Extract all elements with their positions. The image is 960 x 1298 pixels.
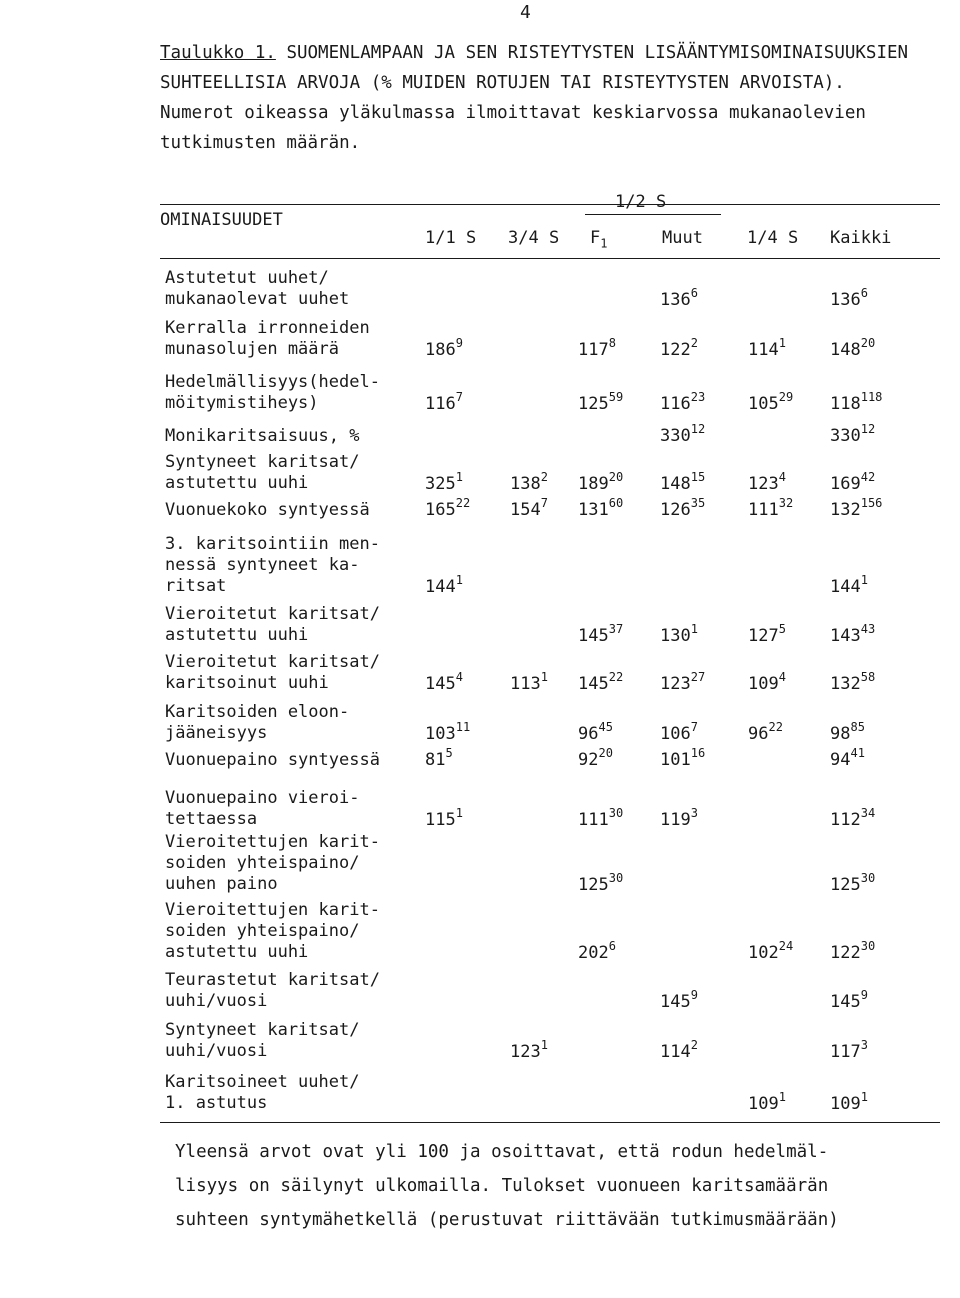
- table-cell: [578, 622, 624, 646]
- cell-value: 119: [660, 810, 691, 830]
- study-count: 37: [608, 622, 624, 636]
- header-col-1: 1/1 S: [425, 228, 477, 248]
- study-count: 9: [860, 988, 868, 1002]
- table-cell: [425, 336, 463, 360]
- table-cell: [748, 470, 786, 494]
- table-cell: [830, 336, 876, 360]
- cell-value: 116: [425, 394, 456, 414]
- study-count: 59: [608, 390, 624, 404]
- study-count: 30: [608, 871, 624, 885]
- study-count: 42: [860, 470, 876, 484]
- study-count: 2: [690, 1038, 698, 1052]
- table-cell: [830, 622, 876, 646]
- cell-value: 136: [830, 290, 861, 310]
- study-count: 6: [860, 286, 868, 300]
- cell-value: 115: [425, 810, 456, 830]
- table-cell: [748, 336, 786, 360]
- study-count: 1: [455, 573, 463, 587]
- cell-value: 98: [830, 724, 851, 744]
- table-cell: [425, 806, 463, 830]
- page-number: 4: [520, 2, 531, 23]
- table-cell: [830, 422, 876, 446]
- table-cell: [660, 806, 698, 830]
- footer-line: suhteen syntymähetkellä (perustuvat riittävään tutkimusmäärään): [175, 1210, 839, 1230]
- table-cell: [830, 871, 876, 895]
- study-count: 5: [778, 622, 786, 636]
- row-label: Vieroitettujen karit- soiden yhteispaino/ astutettu uuhi: [165, 900, 380, 962]
- header-bottom-rule: [160, 258, 940, 259]
- table-cell: [578, 746, 613, 770]
- study-count: 1: [778, 336, 786, 350]
- cell-value: 111: [748, 500, 779, 520]
- study-count: 58: [860, 670, 876, 684]
- cell-value: 138: [510, 474, 541, 494]
- table-cell: [748, 496, 794, 520]
- cell-value: 325: [425, 474, 456, 494]
- row-label: Kerralla irronneiden munasolujen määrä: [165, 318, 370, 359]
- study-count: 45: [598, 720, 613, 734]
- study-count: 24: [778, 939, 794, 953]
- header-group: 1/2 S: [615, 192, 667, 212]
- cell-value: 202: [578, 943, 609, 963]
- cell-value: 144: [425, 577, 456, 597]
- table-cell: [425, 390, 463, 414]
- row-label: Vuonuepaino syntyessä: [165, 750, 380, 770]
- cell-value: 101: [660, 750, 691, 770]
- cell-value: 114: [660, 1042, 691, 1062]
- cell-value: 145: [830, 992, 861, 1012]
- study-count: 2: [540, 470, 548, 484]
- table-cell: [510, 470, 548, 494]
- header-col-3: $F_1$: [590, 228, 608, 251]
- table-cell: [660, 670, 706, 694]
- caption-title: SUOMENLAMPAAN JA SEN RISTEYTYSTEN LISÄÄNTYMISOMINAISUUKSIEN SUHTEELLISIA ARVOJA (% MUIDEN ROTUJEN TAI RISTEYTYSTEN ARVOISTA).: [160, 43, 909, 93]
- cell-value: 123: [748, 474, 779, 494]
- cell-value: 145: [660, 992, 691, 1012]
- footer-text: [175, 1135, 945, 1237]
- table-cell: [510, 1038, 548, 1062]
- study-count: 27: [690, 670, 706, 684]
- header-col-5: 1/4 S: [747, 228, 799, 248]
- study-count: 41: [850, 746, 865, 760]
- cell-value: 130: [660, 626, 691, 646]
- cell-value: 125: [578, 394, 609, 414]
- cell-value: 145: [425, 674, 456, 694]
- table-cell: [748, 939, 794, 963]
- table-cell: [830, 496, 883, 520]
- table-cell: [748, 720, 783, 744]
- cell-value: 148: [830, 340, 861, 360]
- table-cell: [830, 939, 876, 963]
- cell-value: 127: [748, 626, 779, 646]
- cell-value: 106: [660, 724, 691, 744]
- cell-value: 131: [578, 500, 609, 520]
- cell-value: 94: [830, 750, 851, 770]
- cell-value: 114: [748, 340, 779, 360]
- cell-value: 169: [830, 474, 861, 494]
- row-label: Karitsoiden eloon- jääneisyys: [165, 702, 350, 743]
- study-count: 118: [860, 390, 883, 404]
- study-count: 34: [860, 806, 876, 820]
- table-cell: [578, 670, 624, 694]
- study-count: 1: [778, 1090, 786, 1104]
- table-cell: [578, 939, 616, 963]
- table-cell: [660, 422, 706, 446]
- study-count: 1: [455, 470, 463, 484]
- row-label: Syntyneet karitsat/ astutettu uuhi: [165, 452, 360, 493]
- study-count: 15: [690, 470, 706, 484]
- table-cell: [748, 390, 794, 414]
- table-cell: [425, 573, 463, 597]
- table-cell: [578, 470, 624, 494]
- study-count: 5: [445, 746, 453, 760]
- study-count: 8: [608, 336, 616, 350]
- table-bottom-rule: [160, 1122, 940, 1123]
- table-cell: [578, 390, 624, 414]
- row-label: Hedelmällisyys(hedel- möitymistiheys): [165, 372, 380, 413]
- caption-label: Taulukko 1.: [160, 43, 276, 63]
- study-count: 22: [608, 670, 624, 684]
- cell-value: 148: [660, 474, 691, 494]
- table-cell: [830, 573, 868, 597]
- study-count: 30: [860, 871, 876, 885]
- study-count: 43: [860, 622, 876, 636]
- study-count: 2: [690, 336, 698, 350]
- footer-line: Yleensä arvot ovat yli 100 ja osoittavat, että rodun hedelmäl-: [175, 1142, 829, 1162]
- study-count: 1: [860, 573, 868, 587]
- table-caption: [160, 38, 940, 158]
- table-cell: [748, 670, 786, 694]
- study-count: 23: [690, 390, 706, 404]
- study-count: 3: [690, 806, 698, 820]
- cell-value: 330: [830, 426, 861, 446]
- study-count: 1: [690, 622, 698, 636]
- footer-line: lisyys on säilynyt ulkomailla. Tulokset vuonueen karitsamäärän: [175, 1176, 829, 1196]
- row-label: Vuonuekoko syntyessä: [165, 500, 370, 520]
- study-count: 4: [455, 670, 463, 684]
- study-count: 7: [540, 496, 548, 510]
- cell-value: 109: [830, 1094, 861, 1114]
- cell-value: 154: [510, 500, 541, 520]
- study-count: 3: [860, 1038, 868, 1052]
- table-cell: [660, 336, 698, 360]
- study-count: 20: [608, 470, 624, 484]
- table-cell: [425, 496, 471, 520]
- study-count: 35: [690, 496, 706, 510]
- table-cell: [425, 670, 463, 694]
- table-cell: [660, 622, 698, 646]
- table-cell: [830, 1038, 868, 1062]
- cell-value: 122: [830, 943, 861, 963]
- cell-value: 81: [425, 750, 446, 770]
- study-count: 30: [860, 939, 876, 953]
- table-cell: [830, 988, 868, 1012]
- cell-value: 132: [830, 500, 861, 520]
- cell-value: 189: [578, 474, 609, 494]
- study-count: 12: [690, 422, 706, 436]
- header-col-4: Muut: [662, 228, 703, 248]
- table-cell: [578, 720, 613, 744]
- row-label: Teurastetut karitsat/ uuhi/vuosi: [165, 970, 380, 1011]
- table-cell: [425, 746, 453, 770]
- row-label: Vieroitettujen karit- soiden yhteispaino/ uuhen paino: [165, 832, 380, 894]
- cell-value: 132: [830, 674, 861, 694]
- study-count: 6: [690, 286, 698, 300]
- table-cell: [578, 496, 624, 520]
- study-count: 11: [455, 720, 471, 734]
- cell-value: 109: [748, 1094, 779, 1114]
- header-col-2: 3/4 S: [508, 228, 560, 248]
- row-label: Vuonuepaino vieroi- tettaessa: [165, 788, 360, 829]
- table-cell: [660, 470, 706, 494]
- study-count: 7: [455, 390, 463, 404]
- row-label: Monikaritsaisuus, %: [165, 426, 360, 446]
- table-cell: [660, 286, 698, 310]
- cell-value: 125: [578, 875, 609, 895]
- table-cell: [660, 496, 706, 520]
- cell-value: 126: [660, 500, 691, 520]
- cell-value: 117: [578, 340, 609, 360]
- cell-value: 105: [748, 394, 779, 414]
- study-count: 60: [608, 496, 624, 510]
- study-count: 1: [540, 1038, 548, 1052]
- cell-value: 145: [578, 626, 609, 646]
- cell-value: 125: [830, 875, 861, 895]
- cell-value: 143: [830, 626, 861, 646]
- table-cell: [660, 746, 706, 770]
- study-count: 4: [778, 470, 786, 484]
- study-count: 1: [860, 1090, 868, 1104]
- table-cell: [660, 1038, 698, 1062]
- cell-value: 117: [830, 1042, 861, 1062]
- study-count: 9: [690, 988, 698, 1002]
- cell-value: 165: [425, 500, 456, 520]
- cell-value: 123: [510, 1042, 541, 1062]
- cell-value: 144: [830, 577, 861, 597]
- study-count: 12: [860, 422, 876, 436]
- cell-value: 330: [660, 426, 691, 446]
- table-cell: [578, 806, 624, 830]
- table-cell: [830, 286, 868, 310]
- row-label: Astutetut uuhet/ mukanaolevat uuhet: [165, 268, 350, 309]
- table-cell: [830, 720, 865, 744]
- header-stub: OMINAISUUDET: [160, 210, 283, 230]
- study-count: 32: [778, 496, 794, 510]
- cell-value: 116: [660, 394, 691, 414]
- cell-value: 136: [660, 290, 691, 310]
- cell-value: 102: [748, 943, 779, 963]
- cell-value: 111: [578, 810, 609, 830]
- study-count: 6: [608, 939, 616, 953]
- cell-value: 103: [425, 724, 456, 744]
- study-count: 9: [455, 336, 463, 350]
- table-cell: [830, 746, 865, 770]
- table-cell: [830, 470, 876, 494]
- cell-value: 112: [830, 810, 861, 830]
- row-label: Vieroitetut karitsat/ karitsoinut uuhi: [165, 652, 380, 693]
- table-cell: [510, 670, 548, 694]
- table-cell: [748, 1090, 786, 1114]
- table-cell: [660, 988, 698, 1012]
- study-count: 20: [860, 336, 876, 350]
- table-cell: [425, 470, 463, 494]
- header-col-6: Kaikki: [830, 228, 892, 248]
- study-count: 20: [598, 746, 613, 760]
- study-count: 22: [455, 496, 471, 510]
- study-count: 156: [860, 496, 883, 510]
- cell-value: 118: [830, 394, 861, 414]
- study-count: 22: [768, 720, 783, 734]
- study-count: 7: [690, 720, 698, 734]
- table-cell: [830, 1090, 868, 1114]
- table-cell: [578, 871, 624, 895]
- row-label: 3. karitsointiin men- nessä syntyneet ka- ritsat: [165, 534, 380, 596]
- row-label: Vieroitetut karitsat/ astutettu uuhi: [165, 604, 380, 645]
- table-cell: [425, 720, 471, 744]
- study-count: 85: [850, 720, 865, 734]
- table-cell: [748, 622, 786, 646]
- table-cell: [510, 496, 548, 520]
- study-count: 16: [690, 746, 706, 760]
- table-cell: [830, 806, 876, 830]
- study-count: 30: [608, 806, 624, 820]
- cell-value: 123: [660, 674, 691, 694]
- study-count: 1: [455, 806, 463, 820]
- cell-value: 122: [660, 340, 691, 360]
- caption-note: Numerot oikeassa yläkulmassa ilmoittavat keskiarvossa mukanaolevien tutkimusten määrän.: [160, 103, 866, 153]
- table-top-rule: [160, 204, 940, 205]
- table-cell: [578, 336, 616, 360]
- cell-value: 145: [578, 674, 609, 694]
- row-label: Syntyneet karitsat/ uuhi/vuosi: [165, 1020, 360, 1061]
- study-count: 1: [540, 670, 548, 684]
- table-cell: [830, 390, 883, 414]
- cell-value: 92: [578, 750, 599, 770]
- table-cell: [660, 720, 698, 744]
- row-label: Karitsoineet uuhet/ 1. astutus: [165, 1072, 360, 1113]
- cell-value: 109: [748, 674, 779, 694]
- cell-value: 96: [748, 724, 769, 744]
- cell-value: 96: [578, 724, 599, 744]
- table-cell: [830, 670, 876, 694]
- header-group-rule: [585, 214, 721, 215]
- table-cell: [660, 390, 706, 414]
- study-count: 4: [778, 670, 786, 684]
- cell-value: 186: [425, 340, 456, 360]
- study-count: 29: [778, 390, 794, 404]
- cell-value: 113: [510, 674, 541, 694]
